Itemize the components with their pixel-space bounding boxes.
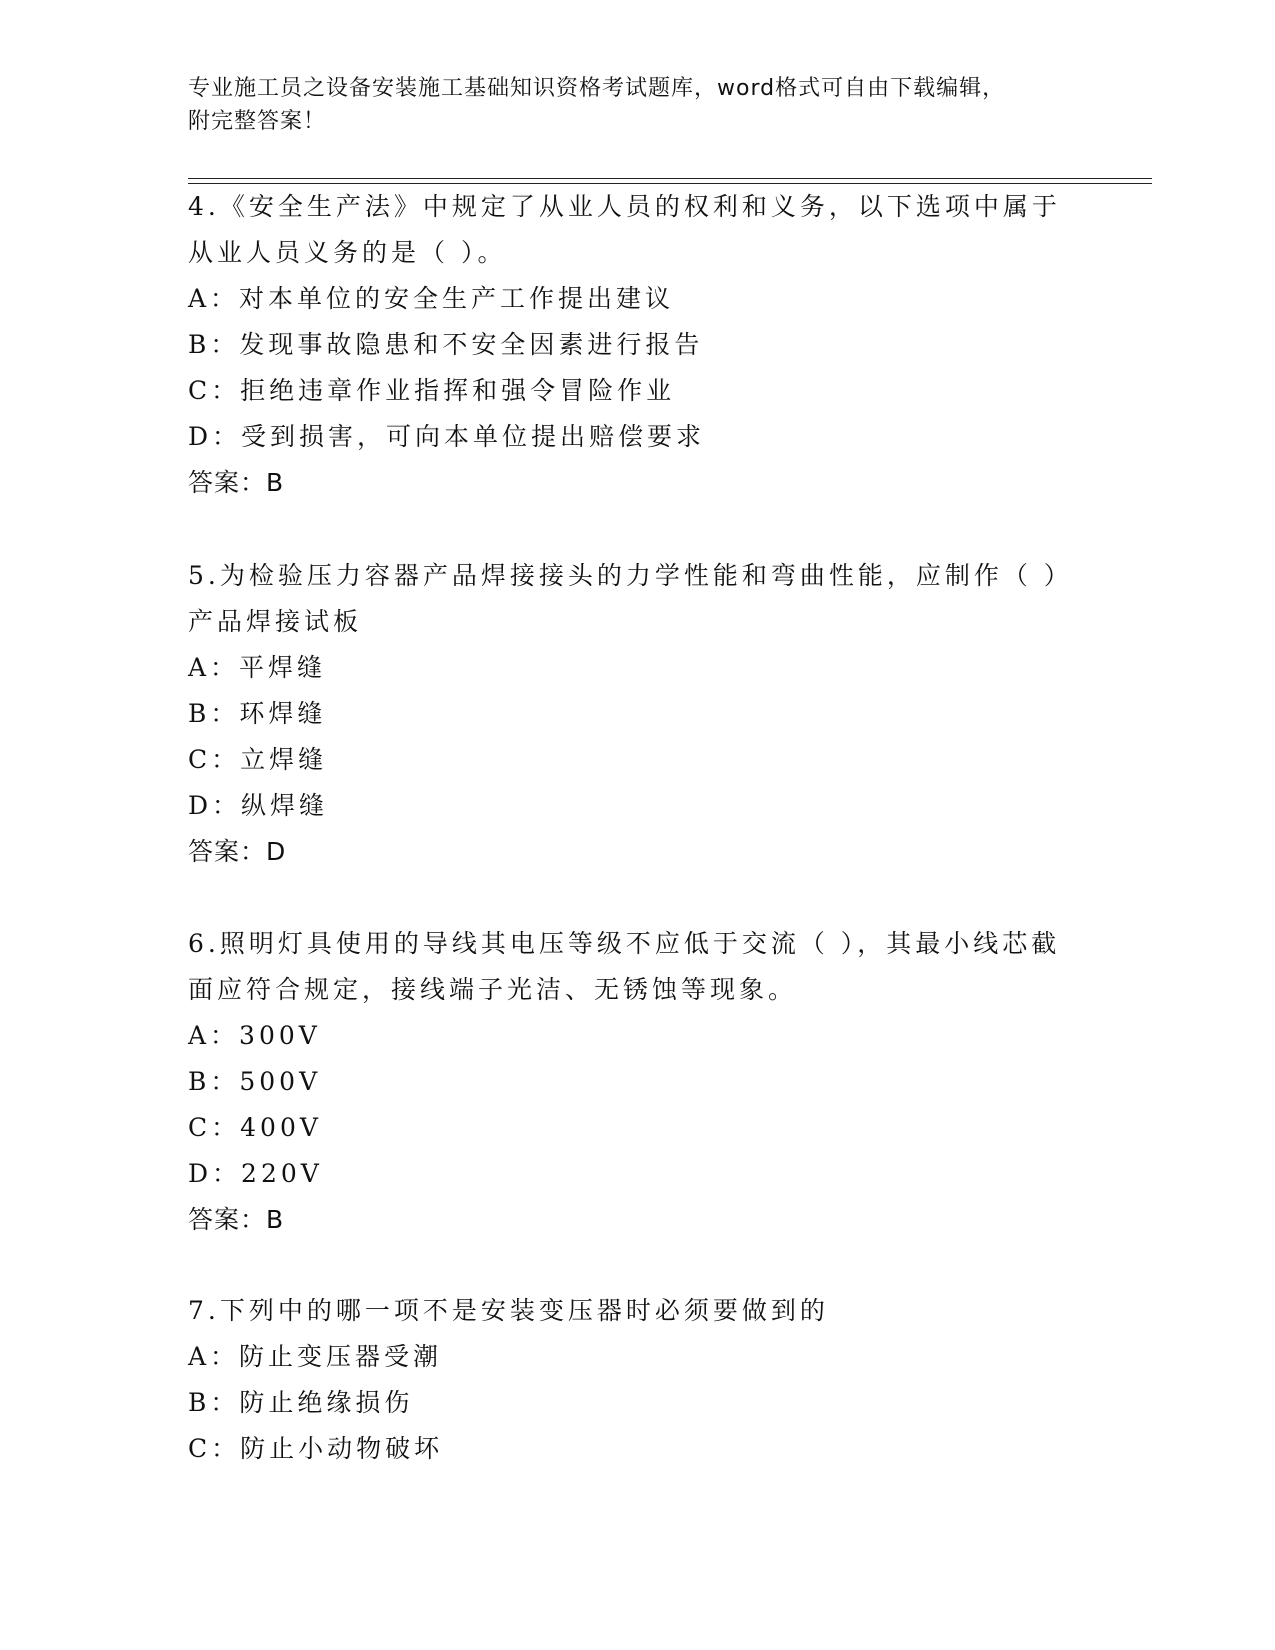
question-stem: 产品焊接试板 [188, 607, 363, 636]
option-d: D：受到损害，可向本单位提出赔偿要求 [188, 422, 706, 451]
question-stem: 4.《安全生产法》中规定了从业人员的权利和义务，以下选项中属于 [188, 192, 1061, 221]
question-stem: 5.为检验压力容器产品焊接接头的力学性能和弯曲性能，应制作（ ） [188, 561, 1073, 590]
question-5 [188, 553, 1088, 875]
option-a: A：300V [188, 1021, 321, 1050]
option-b: B：环焊缝 [188, 699, 327, 728]
option-d: D：220V [188, 1159, 323, 1188]
option-c: C：400V [188, 1113, 322, 1142]
option-a: A：平焊缝 [188, 653, 327, 682]
question-4 [188, 184, 1088, 506]
option-b: B：防止绝缘损伤 [188, 1388, 414, 1417]
question-stem: 6.照明灯具使用的导线其电压等级不应低于交流（ ），其最小线芯截 [188, 929, 1061, 958]
answer: 答案：B [188, 468, 285, 497]
option-a: A：对本单位的安全生产工作提出建议 [188, 284, 675, 313]
question-stem: 从业人员义务的是（ ）。 [188, 238, 507, 267]
option-c: C：防止小动物破坏 [188, 1434, 444, 1463]
question-stem: 面应符合规定，接线端子光洁、无锈蚀等现象。 [188, 975, 798, 1004]
option-d: D：纵焊缝 [188, 791, 329, 820]
answer: 答案：D [188, 837, 287, 866]
header-line-1: 专业施工员之设备安装施工基础知识资格考试题库，word格式可自由下载编辑， [188, 76, 1006, 101]
option-c: C：立焊缝 [188, 745, 328, 774]
document-header [188, 72, 1068, 138]
answer: 答案：B [188, 1205, 285, 1234]
option-c: C：拒绝违章作业指挥和强令冒险作业 [188, 376, 676, 405]
question-stem: 7.下列中的哪一项不是安装变压器时必须要做到的 [188, 1296, 829, 1325]
option-b: B：发现事故隐患和不安全因素进行报告 [188, 330, 704, 359]
header-line-2: 附完整答案！ [188, 109, 327, 134]
question-7 [188, 1288, 1088, 1472]
option-b: B：500V [188, 1067, 322, 1096]
question-6 [188, 921, 1088, 1243]
option-a: A：防止变压器受潮 [188, 1342, 443, 1371]
header-divider-top [188, 178, 1152, 179]
